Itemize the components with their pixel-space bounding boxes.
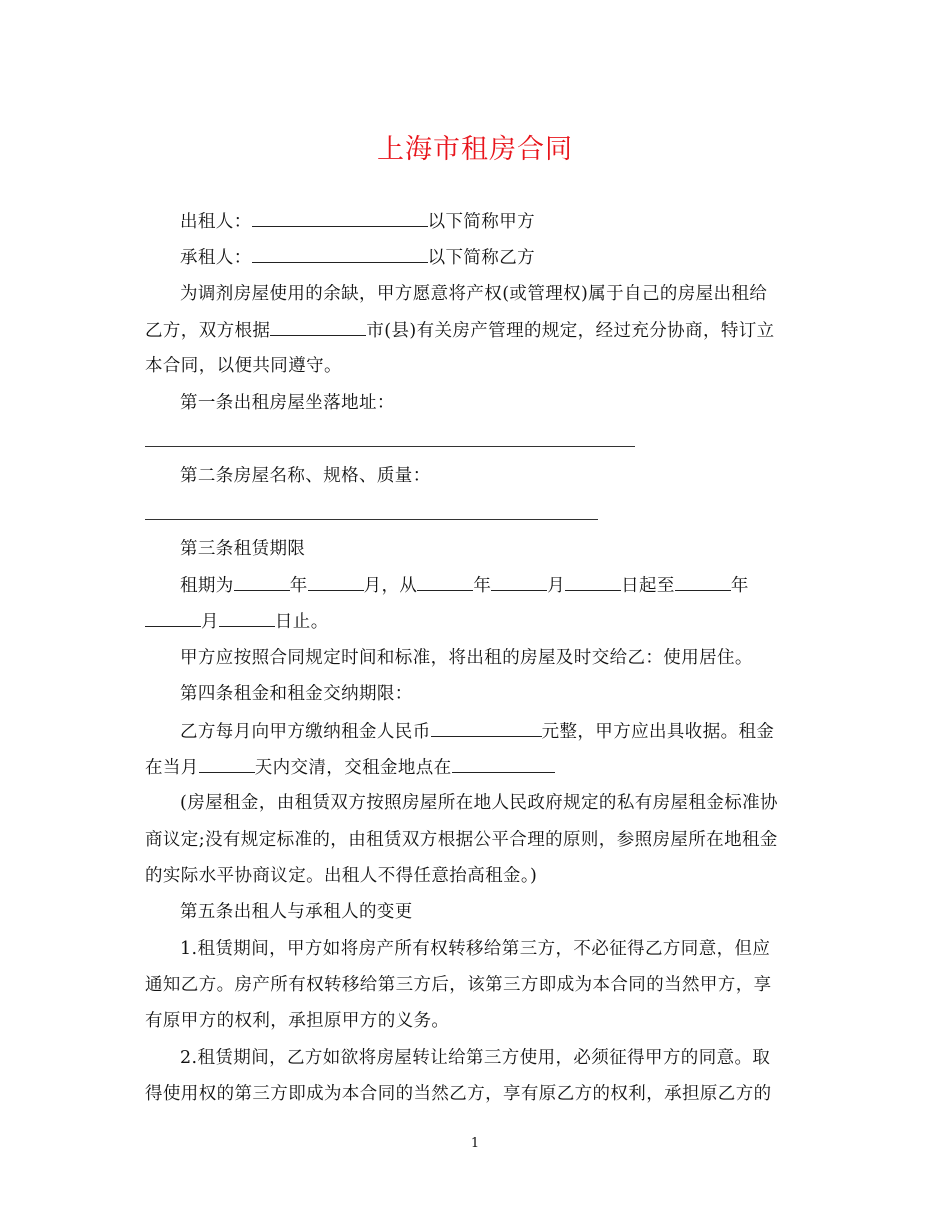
term-blank-2[interactable] <box>308 575 364 591</box>
term-month3: 月 <box>201 612 219 632</box>
lessee-line <box>180 247 535 268</box>
term-blank-7[interactable] <box>145 611 201 627</box>
term-month: 月，从 <box>363 576 418 596</box>
intro-2b: 市(县)有关房产管理的规定，经过充分协商，特订立 <box>366 321 775 341</box>
rent-days-blank[interactable] <box>199 757 255 773</box>
rent-1a: 乙方每月向甲方缴纳租金人民币 <box>180 722 431 742</box>
term-blank-4[interactable] <box>491 575 547 591</box>
rent-amount-blank[interactable] <box>431 721 542 737</box>
note-line-1: (房屋租金，由租赁双方按照房屋所在地人民政府规定的私有房屋租金标准协 <box>180 793 778 813</box>
clause-1-line-3: 有原甲方的权利，承担原甲方的义务。 <box>145 1011 450 1031</box>
term-month2: 月 <box>547 576 566 596</box>
clause-1-line-1: 1.租赁期间，甲方如将房产所有权转移给第三方，不必征得乙方同意，但应 <box>180 939 771 959</box>
rent-1b: 元整，甲方应出具收据。租金 <box>541 722 775 742</box>
term-blank-5[interactable] <box>565 575 621 591</box>
article-5-heading: 第五条出租人与承租人的变更 <box>180 902 413 922</box>
delivery-line: 甲方应按照合同规定时间和标准，将出租的房屋及时交给乙：使用居住。 <box>180 648 753 668</box>
term-blank-8[interactable] <box>219 611 275 627</box>
note-line-3: 的实际水平协商议定。出租人不得任意抬高租金。) <box>145 866 538 886</box>
term-end: 日止。 <box>274 612 329 632</box>
intro-2a: 乙方，双方根据 <box>145 321 271 341</box>
note-line-2: 商议定;没有规定标准的，由租赁双方根据公平合理的原则，参照房屋所在地租金 <box>145 830 778 850</box>
clause-2-line-1: 2.租赁期间，乙方如欲将房屋转让给第三方使用，必须征得甲方的同意。取 <box>180 1048 771 1068</box>
term-day: 日起至 <box>621 576 675 596</box>
property-blank-line[interactable] <box>145 519 598 520</box>
term-blank-3[interactable] <box>417 575 473 591</box>
lessor-label: 出租人： <box>180 212 252 232</box>
article-4-heading: 第四条租金和租金交纳期限： <box>180 684 413 704</box>
intro-line-1: 为调剂房屋使用的余缺，甲方愿意将产权(或管理权)属于自己的房屋出租给 <box>180 284 768 304</box>
lessee-suffix: 以下简称乙方 <box>427 248 536 268</box>
article-1-heading: 第一条出租房屋坐落地址： <box>180 393 395 413</box>
term-line-1 <box>180 575 749 596</box>
rent-2a: 在当月 <box>145 758 199 778</box>
article-3-heading: 第三条租赁期限 <box>180 539 306 559</box>
clause-2-line-2: 得使用权的第三方即成为本合同的当然乙方，享有原乙方的权利，承担原乙方的 <box>145 1084 772 1104</box>
lessor-blank[interactable] <box>252 211 428 227</box>
lessee-blank[interactable] <box>252 247 428 263</box>
page-number: 1 <box>470 1136 480 1151</box>
clause-1-line-2: 通知乙方。房产所有权转移给第三方后，该第三方即成为本合同的当然甲方，享 <box>145 975 772 995</box>
rent-line-2 <box>145 757 555 778</box>
lessee-label: 承租人： <box>180 248 252 268</box>
term-blank-6[interactable] <box>675 575 731 591</box>
rent-place-blank[interactable] <box>452 757 555 773</box>
term-blank-1[interactable] <box>234 575 290 591</box>
address-blank-line[interactable] <box>145 446 635 447</box>
lessor-line <box>180 211 535 232</box>
term-line-2 <box>145 611 329 632</box>
term-year: 年 <box>289 576 308 596</box>
intro-line-3: 本合同，以便共同遵守。 <box>145 356 342 376</box>
lessor-suffix: 以下简称甲方 <box>427 212 536 232</box>
rent-2b: 天内交清，交租金地点在 <box>254 758 452 778</box>
intro-line-2 <box>145 320 775 341</box>
document-title: 上海市租房合同 <box>377 134 573 165</box>
city-blank[interactable] <box>270 320 366 336</box>
term-year3: 年 <box>730 576 749 596</box>
article-2-heading: 第二条房屋名称、规格、质量： <box>180 466 431 486</box>
term-a: 租期为 <box>180 576 234 596</box>
term-year2: 年 <box>473 576 492 596</box>
rent-line-1 <box>180 721 774 742</box>
